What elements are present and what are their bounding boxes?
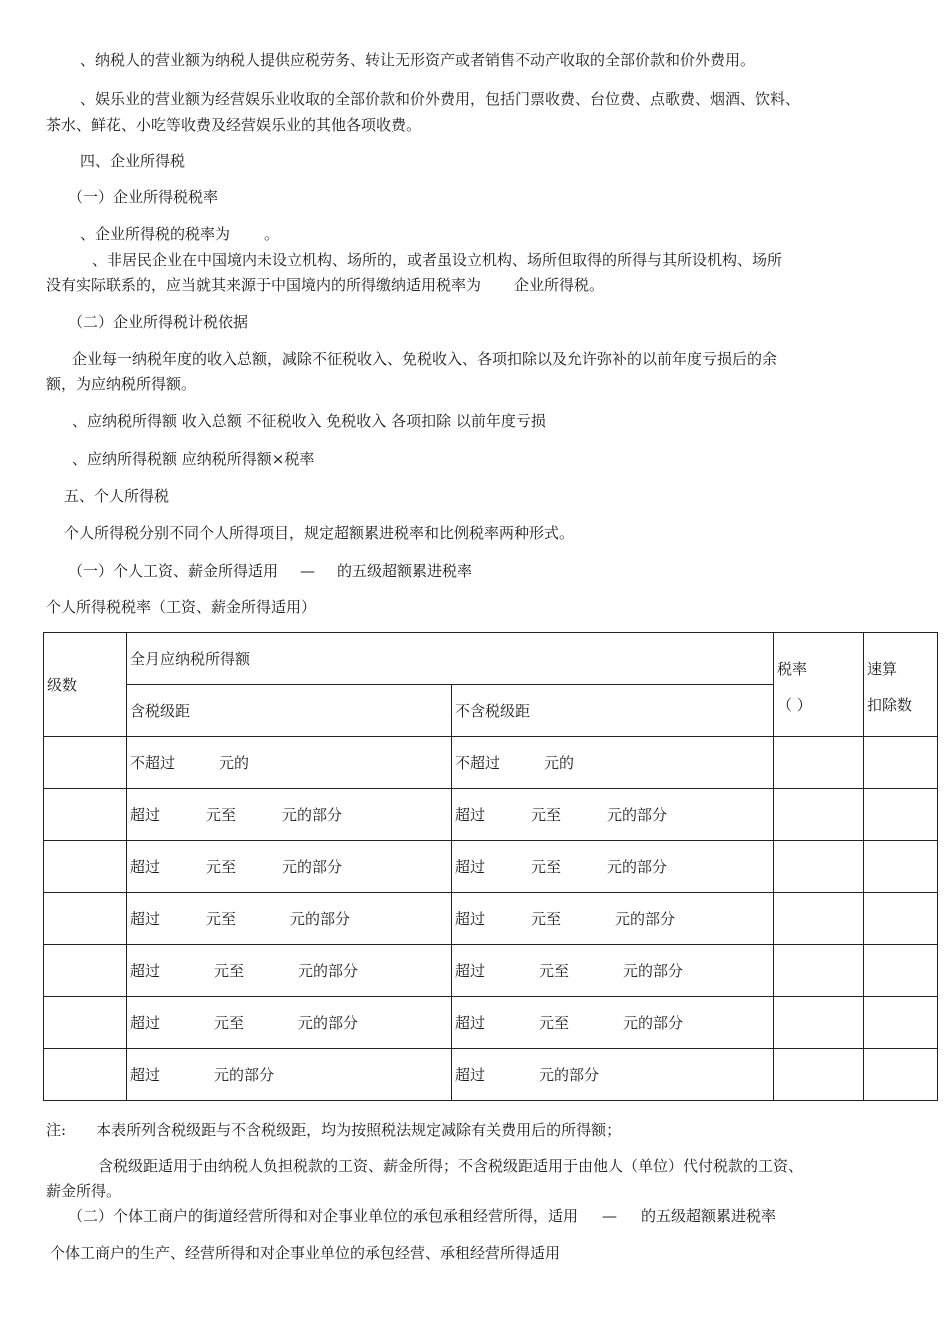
para-entertainment-line1: 、娱乐业的营业额为经营娱乐业收取的全部价款和价外费用，包括门票收费、台位费、点歌费、烟酒、饮料、 (80, 90, 801, 108)
table-title: 个人所得税税率（工资、薪金所得适用） (46, 598, 317, 616)
th-quick-deduction-1: 速算 (867, 660, 898, 678)
th-tax-rate-label: 税率 (777, 660, 808, 678)
w-yuan-de: 元的 (544, 754, 575, 772)
w-yuan-zhi: 元至 (214, 962, 245, 980)
w-not-exceed: 不超过 (130, 754, 176, 772)
heading-business-income-text: （二）个体工商户的街道经营所得和对企事业单位的承包承租经营所得，适用 (68, 1207, 579, 1225)
table-note (46, 1120, 621, 1140)
cell-level (44, 997, 127, 1049)
heading-wages-salary-text: （一）个人工资、薪金所得适用 (68, 562, 279, 580)
cell-inclusive (127, 737, 452, 789)
w-part: 元的部分 (298, 962, 359, 980)
heading-business-income (68, 1206, 776, 1226)
w-yuan-zhi: 元至 (531, 910, 562, 928)
w-part: 元的部分 (623, 1014, 684, 1032)
w-part: 元的部分 (290, 910, 351, 928)
heading-business-income-end: 的五级超额累进税率 (641, 1207, 777, 1225)
w-yuan-zhi: 元至 (206, 910, 237, 928)
cell-exclusive (452, 893, 774, 945)
cell-deduction (864, 997, 938, 1049)
para-taxable-income-line2: 额，为应纳税所得额。 (46, 375, 197, 393)
table-row (44, 841, 938, 893)
w-exceed: 超过 (130, 806, 161, 824)
cell-level (44, 893, 127, 945)
table-row (44, 789, 938, 841)
w-part: 元的部分 (607, 858, 668, 876)
cell-deduction (864, 737, 938, 789)
note-bracket-line2: 薪金所得。 (46, 1182, 122, 1200)
w-yuan-zhi: 元至 (531, 858, 562, 876)
para-business-tax-amount: 、纳税人的营业额为纳税人提供应税劳务、转让无形资产或者销售不动产收取的全部价款和价外费用。 (80, 51, 756, 69)
cell-exclusive (452, 789, 774, 841)
w-yuan-zhi: 元至 (539, 962, 570, 980)
cell-deduction (864, 1049, 938, 1101)
heading-wages-salary-end: 的五级超额累进税率 (337, 562, 473, 580)
formula-taxable-income: 、应纳税所得额 收入总额 不征税收入 免税收入 各项扣除 以前年度亏损 (72, 412, 546, 430)
table-note-text: 本表所列含税级距与不含税级距，均为按照税法规定减除有关费用后的所得额； (96, 1121, 622, 1139)
w-part: 元的部分 (282, 858, 343, 876)
cell-rate (774, 997, 864, 1049)
cell-level (44, 841, 127, 893)
cell-rate (774, 737, 864, 789)
cell-inclusive (127, 789, 452, 841)
table-row (44, 997, 938, 1049)
cell-level (44, 789, 127, 841)
w-exceed: 超过 (130, 910, 161, 928)
note-bracket-line1: 含税级距适用于由纳税人负担税款的工资、薪金所得；不含税级距适用于由他人（单位）代付税款的工资、 (98, 1157, 804, 1175)
para-entertainment-line2: 茶水、鲜花、小吃等收费及经营娱乐业的其他各项收费。 (46, 116, 422, 134)
heading-corporate-income-tax: 四、企业所得税 (80, 152, 186, 170)
para-nonresident-text: 没有实际联系的，应当就其来源于中国境内的所得缴纳适用税率为 (46, 276, 482, 294)
table-note-label: 注: (46, 1121, 67, 1139)
cell-exclusive (452, 945, 774, 997)
th-tax-rate (774, 633, 864, 737)
cell-deduction (864, 893, 938, 945)
w-exceed: 超过 (455, 910, 486, 928)
cell-exclusive (452, 997, 774, 1049)
cell-level (44, 737, 127, 789)
th-level: 级数 (44, 633, 127, 737)
w-exceed: 超过 (455, 1014, 486, 1032)
cell-level (44, 945, 127, 997)
cell-deduction (864, 945, 938, 997)
cell-rate (774, 945, 864, 997)
th-tax-exclusive: 不含税级距 (452, 685, 774, 737)
heading-business-income-dash: — (602, 1207, 618, 1225)
w-part: 元的部分 (282, 806, 343, 824)
cell-level (44, 1049, 127, 1101)
heading-cit-basis: （二）企业所得税计税依据 (68, 313, 249, 331)
w-part: 元的部分 (539, 1066, 600, 1084)
cell-inclusive (127, 893, 452, 945)
cell-inclusive (127, 945, 452, 997)
w-part: 元的部分 (214, 1066, 275, 1084)
para-taxable-income-line1: 企业每一纳税年度的收入总额，减除不征税收入、免税收入、各项扣除以及允许弥补的以前年度亏损后的余 (72, 350, 778, 368)
w-part: 元的部分 (607, 806, 668, 824)
w-yuan-zhi: 元至 (206, 806, 237, 824)
tax-rate-table (43, 632, 938, 1101)
para-nonresident-line2 (46, 275, 604, 295)
table-row (44, 945, 938, 997)
para-cit-rate-text: 、企业所得税的税率为 (80, 225, 231, 243)
cell-exclusive (452, 1049, 774, 1101)
w-exceed: 超过 (455, 806, 486, 824)
w-yuan-zhi: 元至 (206, 858, 237, 876)
w-part: 元的部分 (298, 1014, 359, 1032)
cell-exclusive (452, 841, 774, 893)
cell-rate (774, 789, 864, 841)
para-cit-rate (80, 224, 279, 244)
heading-individual-income-tax: 五、个人所得税 (64, 487, 170, 505)
para-iit-forms: 个人所得税分别不同个人所得项目，规定超额累进税率和比例税率两种形式。 (64, 524, 575, 542)
para-cit-rate-end: 。 (264, 225, 280, 243)
heading-cit-rate: （一）企业所得税税率 (68, 188, 219, 206)
w-exceed: 超过 (455, 1066, 486, 1084)
w-exceed: 超过 (455, 962, 486, 980)
table-row (44, 893, 938, 945)
table-row (44, 737, 938, 789)
cell-exclusive (452, 737, 774, 789)
w-exceed: 超过 (130, 1066, 161, 1084)
cell-deduction (864, 841, 938, 893)
th-monthly-taxable-income: 全月应纳税所得额 (127, 633, 774, 685)
w-yuan-zhi: 元至 (531, 806, 562, 824)
cell-rate (774, 893, 864, 945)
w-yuan-zhi: 元至 (214, 1014, 245, 1032)
para-nonresident-line1: 、非居民企业在中国境内未设立机构、场所的，或者虽设立机构、场所但取得的所得与其所设机构、场所 (92, 251, 783, 269)
w-yuan-de: 元的 (219, 754, 250, 772)
heading-wages-salary-dash: — (300, 562, 316, 580)
th-quick-deduction (864, 633, 938, 737)
w-not-exceed: 不超过 (455, 754, 501, 772)
table-row (44, 1049, 938, 1101)
cell-inclusive (127, 997, 452, 1049)
w-yuan-zhi: 元至 (539, 1014, 570, 1032)
formula-tax-payable: 、应纳所得税额 应纳税所得额×税率 (72, 450, 315, 468)
table-header-row-1 (44, 633, 938, 685)
cell-rate (774, 1049, 864, 1101)
cell-deduction (864, 789, 938, 841)
th-quick-deduction-2: 扣除数 (867, 696, 913, 714)
cell-inclusive (127, 1049, 452, 1101)
para-business-income: 个体工商户的生产、经营所得和对企事业单位的承包经营、承租经营所得适用 (50, 1244, 561, 1262)
heading-wages-salary (68, 561, 472, 581)
w-part: 元的部分 (623, 962, 684, 980)
para-nonresident-end: 企业所得税。 (514, 276, 605, 294)
cell-rate (774, 841, 864, 893)
cell-inclusive (127, 841, 452, 893)
w-exceed: 超过 (130, 858, 161, 876)
w-exceed: 超过 (130, 1014, 161, 1032)
w-exceed: 超过 (130, 962, 161, 980)
th-tax-rate-unit: （ ） (777, 696, 812, 714)
w-exceed: 超过 (455, 858, 486, 876)
w-part: 元的部分 (615, 910, 676, 928)
th-tax-inclusive: 含税级距 (127, 685, 452, 737)
